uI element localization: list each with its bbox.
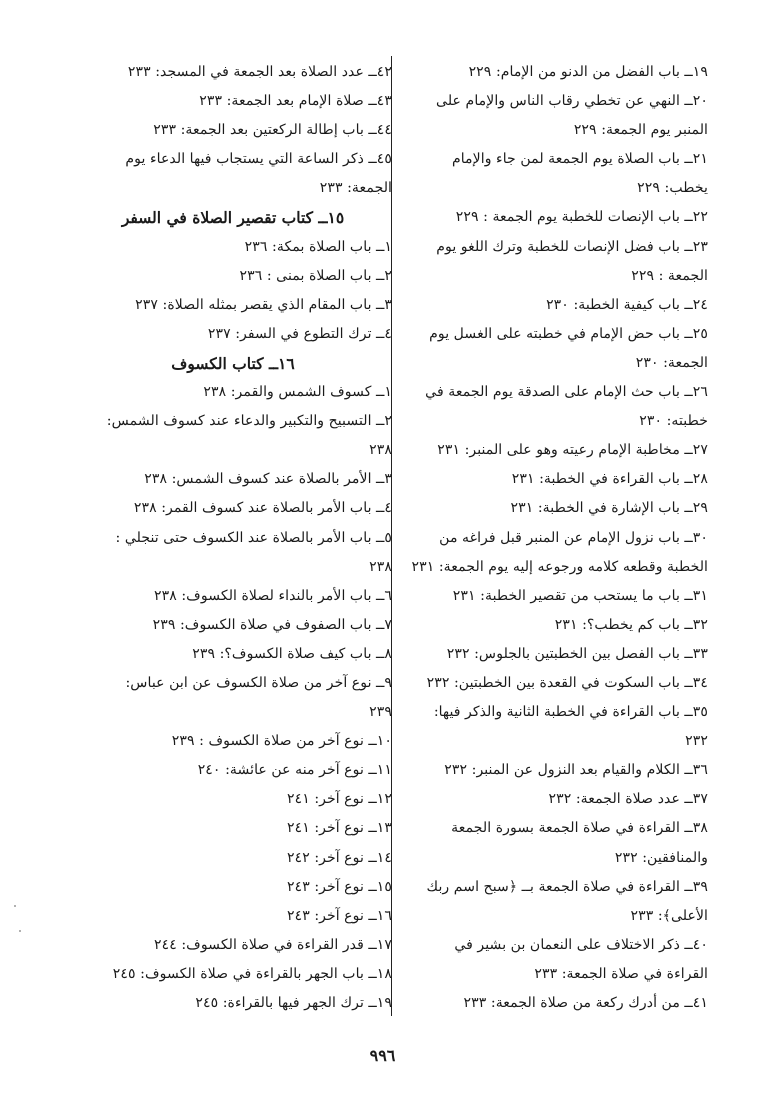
index-entry: ٤ــ ترك التطوع في السفر: ٢٣٧ [207, 325, 392, 342]
index-entry: ١٩ــ باب الفضل من الدنو من الإمام: ٢٢٩ [468, 64, 708, 80]
index-entry: ٧ــ باب الصفوف في صلاة الكسوف: ٢٣٩ [152, 616, 392, 633]
index-entry: ٥ــ باب الأمر بالصلاة عند الكسوف حتى تنجلي : [115, 529, 392, 546]
index-entry-continuation: ٢٣٩ [369, 704, 392, 721]
index-entry: ٣ــ الأمر بالصلاة عند كسوف الشمس: ٢٣٨ [144, 471, 392, 488]
index-entry-continuation: الأعلى﴾: ٢٣٣ [630, 907, 708, 924]
index-entry: ٢٢ــ باب الإنصات للخطبة يوم الجمعة : ٢٢٩ [455, 209, 708, 226]
index-entry: ١ــ كسوف الشمس والقمر: ٢٣٨ [203, 384, 392, 401]
index-entry: ٨ــ باب كيف صلاة الكسوف؟: ٢٣٩ [192, 645, 392, 662]
index-entry: ٢٦ــ باب حث الإمام على الصدقة يوم الجمعة في [425, 384, 708, 401]
index-entry: ١٠ــ نوع آخر من صلاة الكسوف : ٢٣٩ [171, 733, 392, 750]
index-entry: ١٣ــ نوع آخر: ٢٤١ [286, 820, 392, 837]
index-entry: ١٧ــ قدر القراءة في صلاة الكسوف: ٢٤٤ [153, 936, 392, 953]
index-entry-continuation: والمنافقين: ٢٣٢ [614, 849, 708, 866]
index-entry-continuation: المنبر يوم الجمعة: ٢٢٩ [573, 122, 708, 139]
index-entry: ١٦ــ نوع آخر: ٢٤٣ [286, 907, 392, 924]
index-entry: ٤٢ــ عدد الصلاة بعد الجمعة في المسجد: ٢٣٣ [127, 64, 392, 80]
index-entry-continuation: ٢٣٨ [369, 558, 392, 575]
index-entry: ٦ــ باب الأمر بالنداء لصلاة الكسوف: ٢٣٨ [154, 587, 392, 604]
scan-speck [14, 905, 16, 907]
index-entry: ٢٤ــ باب كيفية الخطبة: ٢٣٠ [546, 296, 708, 313]
index-entry: ٢١ــ باب الصلاة يوم الجمعة لمن جاء والإمام [451, 151, 708, 168]
chapter-heading: ١٦ــ كتاب الكسوف [171, 353, 295, 373]
index-entry: ١٥ــ نوع آخر: ٢٤٣ [286, 878, 392, 895]
index-entry-continuation: القراءة في صلاة الجمعة: ٢٣٣ [534, 965, 708, 982]
index-entry-continuation: ٢٣٨ [369, 442, 392, 459]
index-entry: ٩ــ نوع آخر من صلاة الكسوف عن ابن عباس: [125, 674, 392, 691]
index-entry: ١١ــ نوع آخر منه عن عائشة: ٢٤٠ [197, 762, 392, 779]
right-column [390, 58, 708, 1018]
index-entry: ٣٦ــ الكلام والقيام بعد النزول عن المنبر: ٢٣٢ [444, 762, 708, 779]
index-entry: ٤٥ــ ذكر الساعة التي يستجاب فيها الدعاء يوم [125, 151, 392, 168]
index-entry: ٣٥ــ باب القراءة في الخطبة الثانية والذكر فيها: [433, 704, 708, 721]
index-entry-continuation: الجمعة: ٢٣٣ [319, 180, 392, 197]
scan-speck [19, 930, 21, 932]
index-entry: ١٤ــ نوع آخر: ٢٤٢ [286, 849, 392, 866]
index-entry: ٢٨ــ باب القراءة في الخطبة: ٢٣١ [511, 471, 708, 488]
index-entry-continuation: الخطبة وقطعه كلامه ورجوعه إليه يوم الجمعة: ٢٣١ [411, 558, 708, 575]
index-entry: ٢٣ــ باب فضل الإنصات للخطبة وترك اللغو يوم [436, 238, 708, 255]
index-entry: ٤٤ــ باب إطالة الركعتين بعد الجمعة: ٢٣٣ [153, 122, 392, 139]
chapter-heading: ١٥ــ كتاب تقصير الصلاة في السفر [121, 208, 345, 228]
left-column [74, 58, 392, 1018]
index-entry: ٢٥ــ باب حض الإمام في خطبته على الغسل يوم [429, 325, 708, 342]
index-entry-continuation: يخطب: ٢٢٩ [637, 180, 708, 197]
index-entry: ٣١ــ باب ما يستحب من تقصير الخطبة: ٢٣١ [452, 587, 708, 604]
index-entry-continuation: ٢٣٢ [685, 733, 708, 750]
index-entry: ١٢ــ نوع آخر: ٢٤١ [286, 791, 392, 808]
index-entry-continuation: خطبته: ٢٣٠ [639, 413, 708, 430]
page-number: ٩٩٦ [369, 1046, 396, 1065]
index-entry: ٤ــ باب الأمر بالصلاة عند كسوف القمر: ٢٣٨ [133, 500, 392, 517]
index-entry: ٣٧ــ عدد صلاة الجمعة: ٢٣٢ [548, 791, 708, 808]
index-entry: ٣٢ــ باب كم يخطب؟: ٢٣١ [554, 616, 708, 633]
index-entry: ١٨ــ باب الجهر بالقراءة في صلاة الكسوف: ٢٤٥ [112, 965, 392, 982]
index-entry: ٢ــ باب الصلاة بمنى : ٢٣٦ [239, 267, 392, 284]
index-entry: ١٩ــ ترك الجهر فيها بالقراءة: ٢٤٥ [195, 995, 392, 1011]
index-entry: ٢ــ التسبيح والتكبير والدعاء عند كسوف الشمس: [106, 413, 392, 430]
index-entry: ٢٧ــ مخاطبة الإمام رعيته وهو على المنبر: ٢٣١ [437, 442, 708, 459]
index-entry: ٣٣ــ باب الفصل بين الخطبتين بالجلوس: ٢٣٢ [446, 645, 708, 662]
index-entry-continuation: الجمعة : ٢٢٩ [631, 267, 708, 284]
index-entry: ٤٣ــ صلاة الإمام بعد الجمعة: ٢٣٣ [199, 93, 392, 110]
index-entry: ٣٤ــ باب السكوت في القعدة بين الخطبتين: ٢٣٢ [426, 674, 708, 691]
index-entry: ٢٠ــ النهي عن تخطي رقاب الناس والإمام على [436, 93, 708, 110]
index-entry: ٣٨ــ القراءة في صلاة الجمعة بسورة الجمعة [451, 820, 708, 837]
index-entry: ٤١ــ من أدرك ركعة من صلاة الجمعة: ٢٣٣ [463, 995, 708, 1011]
index-entry: ٣٠ــ باب نزول الإمام عن المنبر قبل فراغه من [439, 529, 708, 546]
index-entry: ٢٩ــ باب الإشارة في الخطبة: ٢٣١ [510, 500, 708, 517]
index-entry: ٤٠ــ ذكر الاختلاف على النعمان بن بشير في [454, 936, 708, 953]
index-entry: ١ــ باب الصلاة بمكة: ٢٣٦ [244, 238, 392, 255]
index-entry-continuation: الجمعة: ٢٣٠ [635, 354, 708, 371]
index-entry: ٣٩ــ القراءة في صلاة الجمعة بــ ﴿سبح اسم ربك [426, 878, 708, 895]
index-entry: ٣ــ باب المقام الذي يقصر بمثله الصلاة: ٢٣٧ [135, 296, 392, 313]
